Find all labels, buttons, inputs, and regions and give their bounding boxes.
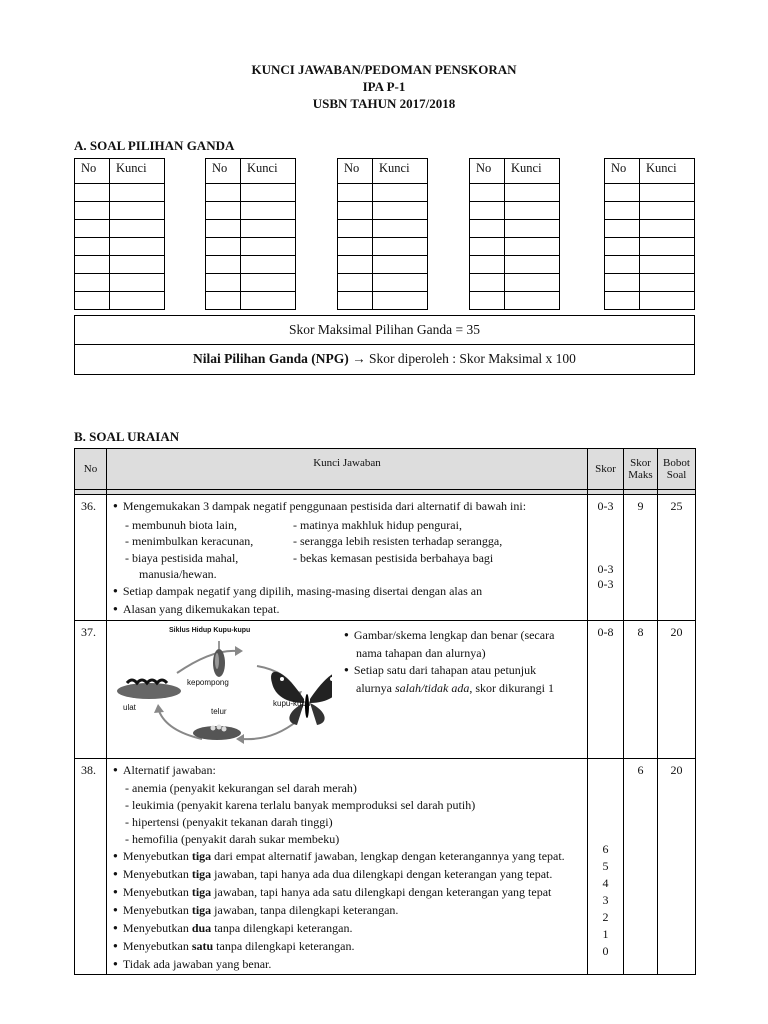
max-score-38: 6 (624, 758, 658, 974)
npg-formula-row (75, 345, 694, 375)
list-item: ● Menyebutkan tiga dari empat alternatif jawaban, lengkap dengan keterangannya yang tepat. (113, 848, 583, 866)
table-row (75, 238, 165, 256)
list-item: ● Mengemukakan 3 dampak negatif penggunaan pestisida dari alternatif di bawah ini: (113, 498, 583, 517)
table-row (338, 220, 428, 238)
table-row (75, 202, 165, 220)
caterpillar-icon (117, 680, 181, 699)
score-37: 0-8 (588, 620, 624, 758)
table-row (338, 274, 428, 292)
mc-grid-3 (337, 158, 428, 310)
doc-title-line-1: KUNCI JAWABAN/PEDOMAN PENSKORAN (251, 62, 517, 77)
answer-key-cell (110, 274, 165, 292)
answer-number-cell (605, 184, 640, 202)
answer-key-38: ● Alternatif jawaban: - anemia (penyakit kekurangan sel darah merah) - leukimia (penyakit karena terlalu banyak memproduksi sel darah putih) - hipertensi (penyakit tekanan darah tinggi) - hemofilia (penyakit darah sukar membeku) ● Menyebutkan tiga dari empat alternatif jawaban, lengkap dengan keterangannya yang tepat. ● Menyebutkan tiga jawaban, tapi hanya ada dua dilengkapi dengan keterangan yang tepat. ● Menyebutkan tiga jawaban, tapi hanya ada satu dilengkapi dengan keterangan yang tepat ● Menyebutkan tiga jawaban, tanpa dilengkapi keterangan. ● Menyebutkan dua tanpa dilengkapi keterangan. ● Menyebutkan satu tanpa dilengkapi keterangan. ● Tidak ada jawaban yang benar. (107, 758, 588, 974)
answer-key-cell (373, 220, 428, 238)
weight-38: 20 (658, 758, 696, 974)
answer-number-cell (206, 184, 241, 202)
score-38: 6 5 4 3 2 1 0 (588, 758, 624, 974)
answer-number-cell (470, 256, 505, 274)
mc-grid-header (605, 159, 695, 184)
label-kupu-kupu: kupu-kupu (273, 698, 311, 708)
table-row (470, 184, 560, 202)
answer-number-cell (605, 256, 640, 274)
list-item: ● Setiap satu dari tahapan atau petunjuk (344, 662, 554, 681)
col-no-header: No (605, 159, 640, 184)
answer-key-cell (640, 220, 695, 238)
list-item: ● Alternatif jawaban: (113, 762, 583, 780)
table-row (206, 184, 296, 202)
answer-key-cell (373, 274, 428, 292)
weight-37: 20 (658, 620, 696, 758)
answer-number-cell (605, 202, 640, 220)
answer-number-cell (605, 274, 640, 292)
answer-key-cell (110, 202, 165, 220)
answer-key-cell (640, 202, 695, 220)
table-row (338, 292, 428, 310)
answer-number-cell (206, 238, 241, 256)
answer-key-cell (110, 256, 165, 274)
npg-box (74, 315, 695, 375)
table-row (338, 238, 428, 256)
table-row (75, 184, 165, 202)
question-number: 38. (75, 758, 107, 974)
answer-key-cell (241, 292, 296, 310)
answer-key-cell (505, 220, 560, 238)
mc-grid-header (470, 159, 560, 184)
label-telur: telur (211, 706, 227, 716)
col-kunci-header: Kunci (505, 159, 560, 184)
col-no-header: No (206, 159, 241, 184)
answer-key-cell (110, 238, 165, 256)
answer-key-cell (241, 256, 296, 274)
answer-number-cell (75, 238, 110, 256)
answer-number-cell (605, 292, 640, 310)
answer-key-cell (241, 202, 296, 220)
max-score-36: 9 (624, 495, 658, 621)
answer-key-cell (241, 274, 296, 292)
table-row (75, 256, 165, 274)
answer-key-cell (373, 184, 428, 202)
answer-key-cell (640, 184, 695, 202)
col-no-header: No (338, 159, 373, 184)
list-item: ● Setiap dampak negatif yang dipilih, masing-masing disertai dengan alas an (113, 583, 583, 602)
table-row (605, 238, 695, 256)
table-row (206, 238, 296, 256)
answer-number-cell (338, 184, 373, 202)
answer-key-cell (110, 292, 165, 310)
answer-number-cell (605, 238, 640, 256)
table-row (470, 292, 560, 310)
list-item: ● Menyebutkan tiga jawaban, tapi hanya ada satu dilengkapi dengan keterangan yang tepat (113, 884, 583, 902)
header-kunci: Kunci Jawaban (107, 449, 588, 490)
answer-key-cell (373, 292, 428, 310)
table-row (605, 184, 695, 202)
header-bobot: Bobot Soal (658, 449, 696, 490)
table-row (206, 220, 296, 238)
npg-formula: Skor diperoleh : Skor Maksimal x 100 (368, 351, 576, 366)
answer-key-cell (505, 238, 560, 256)
mc-grid-2 (205, 158, 296, 310)
answer-number-cell (338, 220, 373, 238)
table-row (605, 202, 695, 220)
table-row (605, 274, 695, 292)
question-row-38 (75, 758, 696, 974)
table-row (338, 184, 428, 202)
arrow-icon: → (352, 351, 366, 366)
question-number: 37. (75, 620, 107, 758)
table-row (470, 238, 560, 256)
table-row (75, 274, 165, 292)
mc-grid-5 (604, 158, 695, 310)
answer-key-cell (241, 184, 296, 202)
answer-number-cell (75, 292, 110, 310)
answer-key-cell (505, 292, 560, 310)
answer-key-cell (110, 220, 165, 238)
answer-key-cell (505, 256, 560, 274)
table-row (75, 292, 165, 310)
butterfly-life-cycle-diagram: Siklus Hidup Kupu-kupu kepompong ulat telur kupu-kupu (107, 621, 332, 751)
table-row (206, 202, 296, 220)
table-row (605, 292, 695, 310)
answer-key-cell (640, 238, 695, 256)
answer-number-cell (470, 274, 505, 292)
answer-key-cell (640, 274, 695, 292)
mc-grid-header (75, 159, 165, 184)
table-row (470, 256, 560, 274)
npg-label: Nilai Pilihan Ganda (NPG) (193, 351, 349, 366)
weight-36: 25 (658, 495, 696, 621)
doc-title-line-2: IPA P-1 (362, 79, 406, 94)
answer-number-cell (75, 184, 110, 202)
table-row (338, 256, 428, 274)
section-a-title: A. SOAL PILIHAN GANDA (74, 138, 235, 153)
answer-number-cell (75, 202, 110, 220)
answer-number-cell (338, 292, 373, 310)
label-kepompong: kepompong (187, 677, 229, 687)
essay-header-row (75, 449, 696, 490)
mc-grid-4 (469, 158, 560, 310)
doc-title-line-3: USBN TAHUN 2017/2018 (312, 96, 456, 111)
table-row (605, 256, 695, 274)
answer-key-cell (505, 184, 560, 202)
answer-number-cell (470, 202, 505, 220)
answer-key-cell (373, 202, 428, 220)
answer-number-cell (470, 220, 505, 238)
col-kunci-header: Kunci (373, 159, 428, 184)
mc-grid-header (338, 159, 428, 184)
chrysalis-icon (213, 641, 225, 677)
table-row (470, 202, 560, 220)
mc-grid-1 (74, 158, 165, 310)
col-no-header: No (75, 159, 110, 184)
table-row (75, 220, 165, 238)
list-item: ● Menyebutkan dua tanpa dilengkapi keterangan. (113, 920, 583, 938)
answer-number-cell (75, 256, 110, 274)
mc-grid-header (206, 159, 296, 184)
table-row (338, 202, 428, 220)
answer-key-cell (373, 238, 428, 256)
score-36: 0-3 0-3 0-3 (588, 495, 624, 621)
answer-number-cell (338, 256, 373, 274)
answer-key-cell (640, 256, 695, 274)
table-row (206, 256, 296, 274)
table-row (605, 220, 695, 238)
list-item: ● Gambar/skema lengkap dan benar (secara (344, 627, 554, 646)
table-row (206, 292, 296, 310)
answer-number-cell (470, 238, 505, 256)
list-item: ● Alasan yang dikemukakan tepat. (113, 601, 583, 620)
table-row (206, 274, 296, 292)
table-row (470, 274, 560, 292)
list-item: ● Tidak ada jawaban yang benar. (113, 956, 583, 974)
max-score-text: Skor Maksimal Pilihan Ganda = 35 (75, 316, 694, 345)
table-row (470, 220, 560, 238)
answer-key-37: Siklus Hidup Kupu-kupu kepompong ulat telur kupu-kupu ● Gambar/skema lengkap dan benar (secara nama tahapan dan alurnya) ● Setiap satu dari tahapan atau petunjuk alurnya salah/tidak ada, skor dikurangi 1 (107, 620, 588, 758)
answer-key-36: ● Mengemukakan 3 dampak negatif penggunaan pestisida dari alternatif di bawah ini: - membunuh biota lain, - matinya makhluk hidup pengurai, - menimbulkan keracunan, - serangga lebih resisten terhadap serangga, - biaya pestisida mahal, - bekas kemasan pestisida berbahaya bagi manusia/hewan. ● Setiap dampak negatif yang dipilih, masing-masing disertai dengan alas an ● Alasan yang dikemukakan tepat. (107, 495, 588, 621)
list-item: ● Menyebutkan satu tanpa dilengkapi keterangan. (113, 938, 583, 956)
answer-number-cell (75, 274, 110, 292)
question-row-37 (75, 620, 696, 758)
answer-number-cell (206, 256, 241, 274)
header-no: No (75, 449, 107, 490)
col-kunci-header: Kunci (241, 159, 296, 184)
answer-number-cell (206, 274, 241, 292)
col-no-header: No (470, 159, 505, 184)
answer-key-cell (241, 238, 296, 256)
question-number: 36. (75, 495, 107, 621)
answer-number-cell (605, 220, 640, 238)
answer-number-cell (338, 274, 373, 292)
answer-number-cell (206, 292, 241, 310)
answer-number-cell (470, 292, 505, 310)
section-b-title: B. SOAL URAIAN (74, 429, 180, 444)
answer-number-cell (338, 238, 373, 256)
list-item: ● Menyebutkan tiga jawaban, tanpa dilengkapi keterangan. (113, 902, 583, 920)
header-skor: Skor (588, 449, 624, 490)
col-kunci-header: Kunci (110, 159, 165, 184)
answer-number-cell (206, 220, 241, 238)
header-skor-maks: Skor Maks (624, 449, 658, 490)
answer-number-cell (470, 184, 505, 202)
answer-key-cell (505, 202, 560, 220)
essay-table (74, 448, 696, 975)
answer-number-cell (206, 202, 241, 220)
answer-key-cell (505, 274, 560, 292)
answer-key-cell (640, 292, 695, 310)
answer-key-cell (110, 184, 165, 202)
answer-number-cell (338, 202, 373, 220)
question-row-36 (75, 495, 696, 621)
answer-number-cell (75, 220, 110, 238)
answer-key-cell (241, 220, 296, 238)
list-item: ● Menyebutkan tiga jawaban, tapi hanya ada dua dilengkapi dengan keterangan yang tepat. (113, 866, 583, 884)
label-ulat: ulat (123, 702, 136, 712)
answer-key-cell (373, 256, 428, 274)
col-kunci-header: Kunci (640, 159, 695, 184)
eggs-icon (193, 724, 241, 740)
max-score-37: 8 (624, 620, 658, 758)
